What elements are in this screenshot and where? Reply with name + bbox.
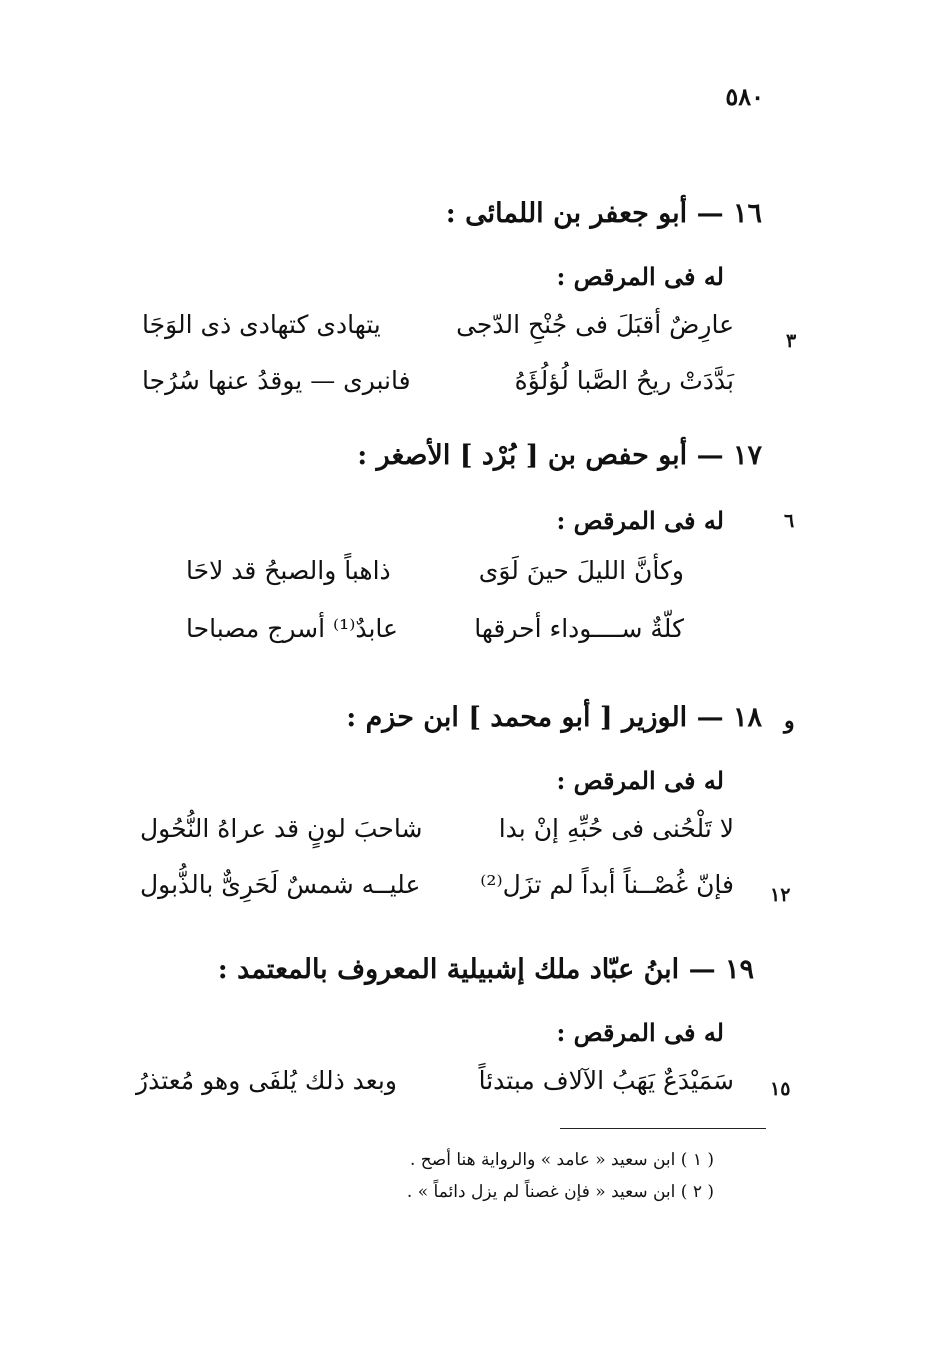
verse-hemistich-right: عارِضٌ أقبَلَ فى جُنْحِ الدّجى xyxy=(456,310,734,339)
section-heading-16: ١٦ — أبو جعفر بن اللمائى : xyxy=(445,198,762,229)
verse-hemistich-right: كلّةٌ ســــوداء أحرقها xyxy=(474,614,684,643)
footnote-1: ( ١ ) ابن سعيد « عامد » والرواية هنا أصح . xyxy=(410,1150,714,1170)
verse-hemistich-left: عابدٌ⁽¹⁾ أسرج مصباحا xyxy=(186,614,398,643)
verse-hemistich-right: وكأنَّ الليلَ حينَ لَوَى xyxy=(478,556,684,585)
verse-hemistich-right: سَمَيْدَعٌ يَهَبُ الآلاف مبتدئاً xyxy=(478,1066,734,1095)
section-subheading-17: له فى المرقص : xyxy=(556,506,724,535)
verse-margin-number: ١٥ xyxy=(770,1078,791,1100)
verse-hemistich-left: فانبرى — يوقدُ عنها سُرُجا xyxy=(142,366,411,395)
margin-letter: و xyxy=(784,708,795,734)
verse-hemistich-left: شاحبَ لونٍ قد عراهُ النُّحُول xyxy=(140,814,423,843)
verse-hemistich-right: بَدَّدَتْ ريحُ الصَّبا لُؤلُؤَهُ xyxy=(514,366,734,395)
section-heading-18: ١٨ — الوزير [ أبو محمد ] ابن حزم : xyxy=(346,702,762,733)
footnote-rule xyxy=(560,1128,766,1129)
section-subheading-16: له فى المرقص : xyxy=(556,262,724,291)
verse-hemistich-left: يتهادى كتهادى ذى الوَجَا xyxy=(142,310,381,339)
verse-hemistich-left: علیــه شمسٌ لَحَرِیٌّ بالذُّبول xyxy=(140,870,421,899)
verse-hemistich-left: وبعد ذلك يُلفَى وهو مُعتذرُ xyxy=(136,1066,397,1095)
footnote-2: ( ٢ ) ابن سعيد « فإن غصناً لم يزل دائماً » . xyxy=(406,1182,714,1202)
page-number: ٥٨٠ xyxy=(725,82,764,111)
section-heading-17: ١٧ — أبو حفص بن [ بُرْد ] الأصغر : xyxy=(357,440,762,471)
verse-margin-number: ١٢ xyxy=(770,884,791,906)
verse-margin-number: ٦ xyxy=(784,510,795,532)
verse-hemistich-right: لا تَلْحُنى فى حُبِّهِ إنْ بدا xyxy=(498,814,734,843)
verse-hemistich-right: فإنّ غُصْــناً أبداً لم تزَل⁽²⁾ xyxy=(480,870,734,899)
verse-margin-number: ٣ xyxy=(786,330,797,352)
section-heading-19: ١٩ — ابنُ عبّاد ملك إشبيلية المعروف بالمعتمد : xyxy=(217,954,754,985)
verse-hemistich-left: ذاهباً والصبحُ قد لاحَا xyxy=(186,556,391,585)
section-subheading-18: له فى المرقص : xyxy=(556,766,724,795)
section-subheading-19: له فى المرقص : xyxy=(556,1018,724,1047)
